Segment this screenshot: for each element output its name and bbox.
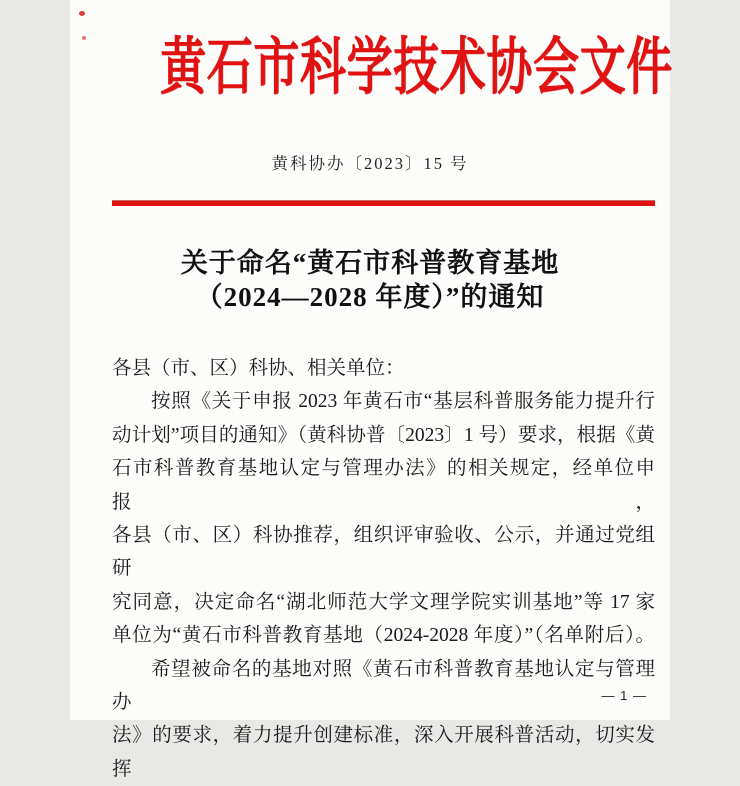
doc-title [70,246,670,314]
doc-title-line2: （2024—2028 年度）”的通知 [195,282,545,312]
org-title: 黄石市科学技术协会文件 [160,34,673,102]
doc-title-line1: 关于命名“黄石市科普教育基地 [180,248,560,278]
body-line: 法》的要求，着力提升创建标准，深入开展科普活动，切实发挥 [112,725,655,780]
red-divider [112,201,655,206]
body-line: 单位为“黄石市科普教育基地（2024-2028 年度）”（名单附后）。 [112,625,655,647]
letterhead [70,20,673,116]
body-line: 动计划”项目的通知》（黄科协普〔2023〕1 号）要求，根据《黄 [112,424,655,446]
body-line: 各县（市、区）科协推荐，组织评审验收、公示，并通过党组研 [112,525,655,580]
body-line: 石市科普教育基地认定与管理办法》的相关规定，经单位申报， [112,458,655,513]
body-line: 各县（市、区）科协、相关单位： [112,358,405,379]
scan-artifact [79,11,85,16]
body-line: 按照《关于申报 2023 年黄石市“基层科普服务能力提升行 [151,391,655,413]
body-line: 希望被命名的基地对照《黄石市科普教育基地认定与管理办 [112,658,655,714]
document-page [70,0,673,780]
doc-number: 黄科协办〔2023〕15 号 [271,154,469,173]
page-number: — 1 — [601,688,647,703]
body-line: 究同意，决定命名“湖北师范大学文理学院实训基地”等 17 家 [112,591,655,613]
body-text [112,352,655,786]
